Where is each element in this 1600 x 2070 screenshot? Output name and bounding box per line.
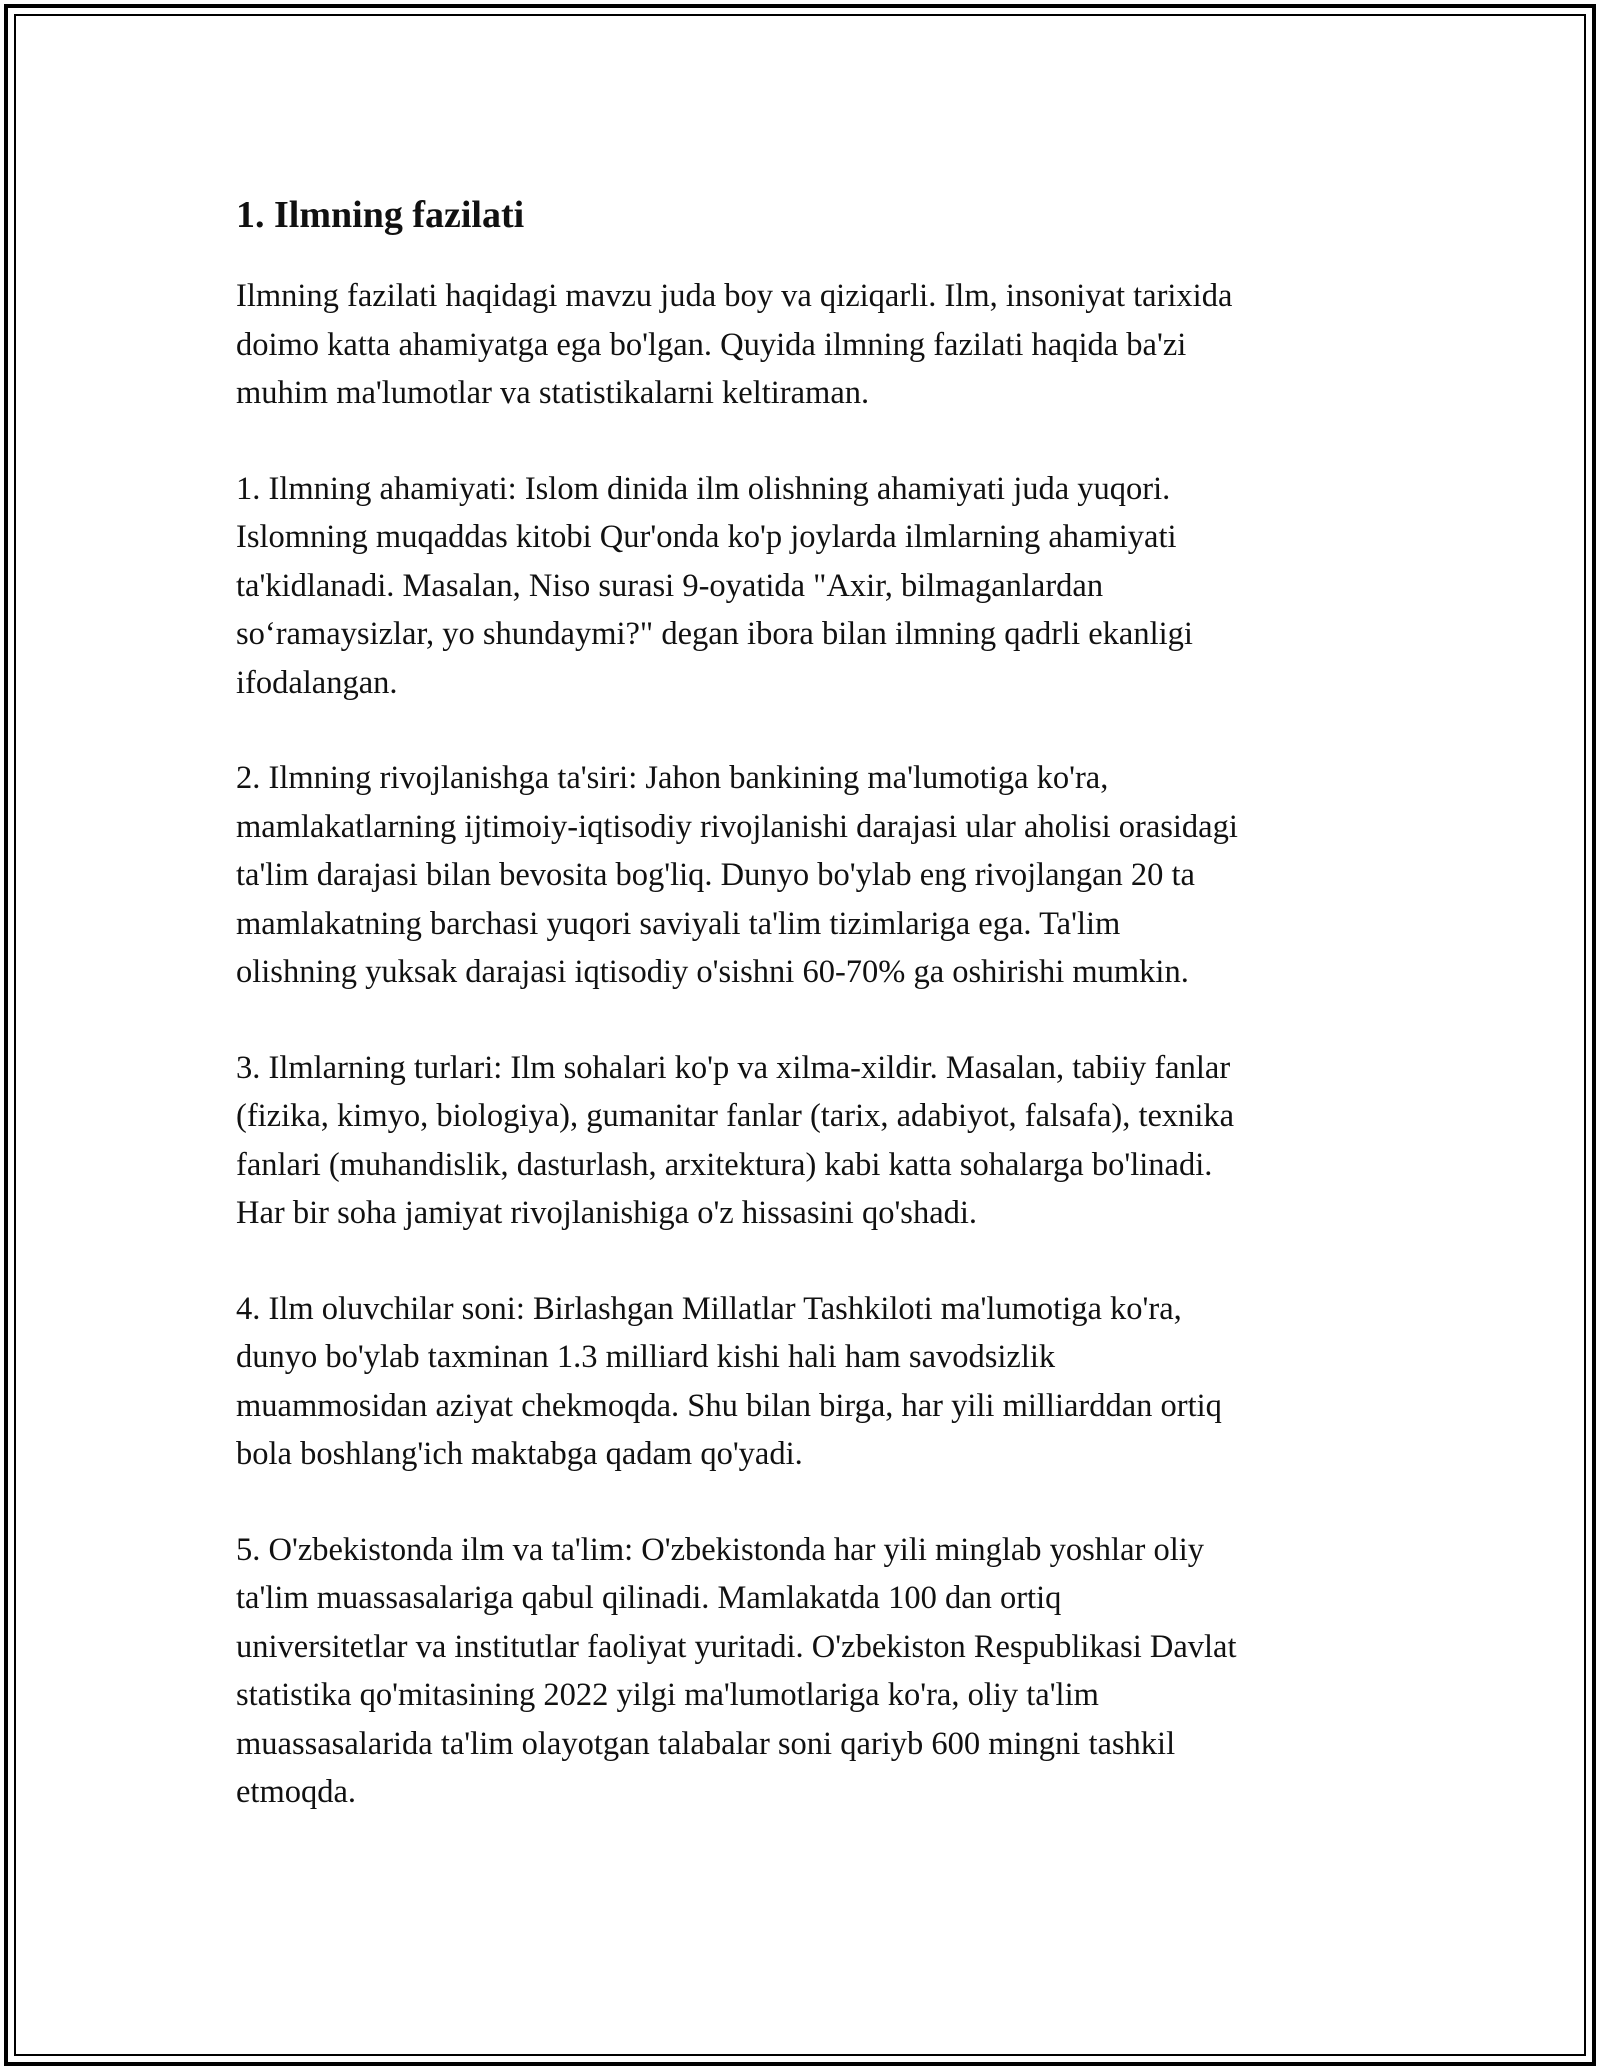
text-line: ta'lim darajasi bilan bevosita bog'liq. Dunyo bo'ylab eng rivojlangan 20 ta (236, 857, 1195, 893)
text-line: universitetlar va institutlar faoliyat yuritadi. O'zbekiston Respublikasi Davlat (236, 1628, 1237, 1665)
section-paragraph-rivojlanish (236, 754, 1386, 997)
document-body (236, 188, 1386, 1864)
text-line: ta'lim muassasalariga qabul qilinadi. Mamlakatda 100 dan ortiq (236, 1580, 1062, 1616)
text-line: 4. Ilm oluvchilar soni: Birlashgan Millatlar Tashkiloti ma'lumotiga ko'ra, (236, 1290, 1182, 1327)
text-line: Islomning muqaddas kitobi Qur'onda ko'p joylarda ilmlarning ahamiyati (236, 519, 1177, 555)
text-line: mamlakatning barchasi yuqori saviyali ta'lim tizimlariga ega. Ta'lim (236, 905, 1121, 942)
text-line: olishning yuksak darajasi iqtisodiy o'sishni 60-70% ga oshirishi mumkin. (236, 954, 1189, 990)
text-line: muhim ma'lumotlar va statistikalarni keltiraman. (236, 375, 870, 411)
text-line: muammosidan aziyat chekmoqda. Shu bilan birga, har yili milliarddan ortiq (236, 1387, 1222, 1424)
text-line: 1. Ilmning ahamiyati: Islom dinida ilm olishning ahamiyati juda yuqori. (236, 470, 1171, 507)
text-line: dunyo bo'ylab taxminan 1.3 milliard kishi hali ham savodsizlik (236, 1339, 1056, 1375)
text-line: (fizika, kimyo, biologiya), gumanitar fanlar (tarix, adabiyot, falsafa), texnika (236, 1098, 1235, 1134)
text-line: ta'kidlanadi. Masalan, Niso surasi 9-oyatida "Axir, bilmaganlardan (236, 567, 1104, 604)
text-line: 3. Ilmlarning turlari: Ilm sohalari ko'p va xilma-xildir. Masalan, tabiiy fanlar (236, 1049, 1231, 1086)
text-line: Har bir soha jamiyat rivojlanishiga o'z hissasini qo'shadi. (236, 1195, 978, 1231)
text-line: 2. Ilmning rivojlanishga ta'siri: Jahon bankining ma'lumotiga ko'ra, (236, 760, 1109, 796)
document-title: 1. Ilmning fazilati (236, 194, 525, 236)
text-line: muassasalarida ta'lim olayotgan talabalar soni qariyb 600 mingni tashkil (236, 1725, 1176, 1762)
section-paragraph-oluvchilar (236, 1285, 1386, 1479)
text-line: fanlari (muhandislik, dasturlash, arxitektura) kabi katta sohalarga bo'linadi. (236, 1146, 1213, 1183)
text-line: etmoqda. (236, 1774, 357, 1810)
text-line: doimo katta ahamiyatga ega bo'lgan. Quyida ilmning fazilati haqida ba'zi (236, 326, 1187, 363)
text-line: Ilmning fazilati haqidagi mavzu juda boy va qiziqarli. Ilm, insoniyat tarixida (236, 278, 1233, 314)
text-line: so‘ramaysizlar, yo shundaymi?" degan ibora bilan ilmning qadrli ekanligi (236, 616, 1193, 652)
text-line: 5. O'zbekistonda ilm va ta'lim: O'zbekistonda har yili minglab yoshlar oliy (236, 1531, 1205, 1568)
section-paragraph-turlari (236, 1044, 1386, 1238)
text-line: mamlakatlarning ijtimoiy-iqtisodiy rivojlanishi darajasi ular aholisi orasidagi (236, 808, 1238, 845)
section-paragraph-ozbekiston (236, 1526, 1386, 1817)
section-paragraph-ahamiyati (236, 465, 1386, 708)
text-line: statistika qo'mitasining 2022 yilgi ma'lumotlariga ko'ra, oliy ta'lim (236, 1677, 1099, 1713)
intro-paragraph (236, 272, 1386, 418)
text-line: bola boshlang'ich maktabga qadam qo'yadi. (236, 1436, 803, 1472)
text-line: ifodalangan. (236, 664, 398, 701)
